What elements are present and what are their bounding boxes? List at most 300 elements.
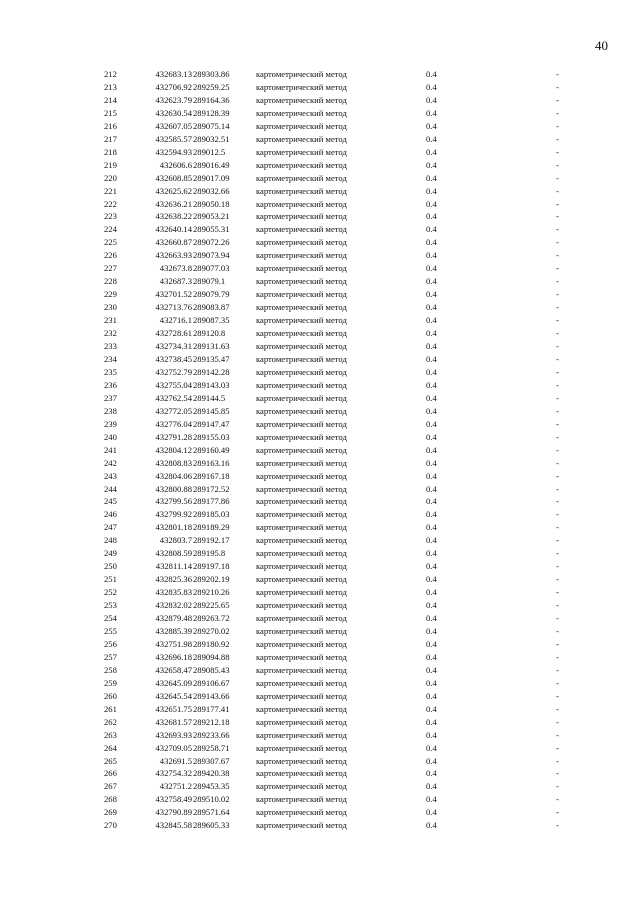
x-coordinate: 432645.09: [155, 677, 192, 688]
accuracy-value: 0.4: [426, 172, 437, 183]
accuracy-value: 0.4: [426, 716, 437, 727]
x-coordinate: 432683.13: [155, 69, 192, 79]
note-cell: -: [556, 237, 559, 248]
x-coordinate: 432804.06: [155, 470, 192, 481]
x-coordinate: 432608.85: [155, 172, 192, 183]
y-coordinate: 289270.02: [193, 625, 230, 636]
x-coordinate: 432776.04: [155, 418, 192, 429]
note-cell: -: [556, 418, 559, 429]
table-row: [90, 742, 596, 755]
note-cell: -: [556, 600, 559, 611]
note-cell: -: [556, 794, 559, 805]
accuracy-value: 0.4: [426, 794, 437, 805]
accuracy-value: 0.4: [426, 613, 437, 624]
x-coordinate: 432716.1: [159, 315, 192, 326]
note-cell: -: [556, 107, 559, 118]
accuracy-value: 0.4: [426, 820, 437, 831]
x-coordinate: 432808.59: [155, 548, 192, 559]
y-coordinate: 289143.03: [193, 379, 230, 390]
note-cell: -: [556, 341, 559, 352]
determination-method: картометрический метод: [256, 755, 347, 766]
determination-method: картометрический метод: [256, 807, 347, 818]
y-coordinate: 289155.03: [193, 431, 230, 442]
x-coordinate: 432754.32: [155, 768, 192, 779]
x-coordinate: 432709.05: [155, 742, 192, 753]
table-row: [90, 81, 596, 94]
x-coordinate: 432758.49: [155, 794, 192, 805]
determination-method: картометрический метод: [256, 159, 347, 170]
y-coordinate: 289016.49: [193, 159, 230, 170]
accuracy-value: 0.4: [426, 574, 437, 585]
point-number: 265: [104, 755, 117, 766]
table-row: [90, 767, 596, 780]
accuracy-value: 0.4: [426, 457, 437, 468]
accuracy-value: 0.4: [426, 522, 437, 533]
accuracy-value: 0.4: [426, 81, 437, 92]
determination-method: картометрический метод: [256, 457, 347, 468]
y-coordinate: 289073.94: [193, 250, 230, 261]
y-coordinate: 289192.17: [193, 535, 230, 546]
point-number: 228: [104, 276, 117, 287]
note-cell: -: [556, 353, 559, 364]
determination-method: картометрический метод: [256, 405, 347, 416]
determination-method: картометрический метод: [256, 483, 347, 494]
point-number: 213: [104, 81, 117, 92]
accuracy-value: 0.4: [426, 69, 437, 79]
table-row: [90, 573, 596, 586]
accuracy-value: 0.4: [426, 664, 437, 675]
table-row: [90, 107, 596, 120]
accuracy-value: 0.4: [426, 444, 437, 455]
accuracy-value: 0.4: [426, 690, 437, 701]
table-row: [90, 431, 596, 444]
y-coordinate: 289135.47: [193, 353, 230, 364]
determination-method: картометрический метод: [256, 69, 347, 79]
y-coordinate: 289143.66: [193, 690, 230, 701]
point-number: 256: [104, 638, 117, 649]
note-cell: -: [556, 651, 559, 662]
point-number: 241: [104, 444, 117, 455]
y-coordinate: 289210.26: [193, 587, 230, 598]
x-coordinate: 432728.61: [155, 328, 192, 339]
accuracy-value: 0.4: [426, 107, 437, 118]
x-coordinate: 432687.3: [159, 276, 192, 287]
x-coordinate: 432691.5: [159, 755, 192, 766]
coordinates-table: [90, 68, 596, 832]
table-row: [90, 755, 596, 768]
note-cell: -: [556, 379, 559, 390]
determination-method: картометрический метод: [256, 794, 347, 805]
note-cell: -: [556, 587, 559, 598]
y-coordinate: 289017.09: [193, 172, 230, 183]
determination-method: картометрический метод: [256, 690, 347, 701]
y-coordinate: 289012.5: [193, 146, 226, 157]
x-coordinate: 432762.54: [155, 392, 192, 403]
x-coordinate: 432808.83: [155, 457, 192, 468]
note-cell: -: [556, 470, 559, 481]
accuracy-value: 0.4: [426, 742, 437, 753]
table-row: [90, 340, 596, 353]
table-row: [90, 353, 596, 366]
determination-method: картометрический метод: [256, 496, 347, 507]
point-number: 249: [104, 548, 117, 559]
accuracy-value: 0.4: [426, 328, 437, 339]
point-number: 235: [104, 366, 117, 377]
x-coordinate: 432835.83: [155, 587, 192, 598]
accuracy-value: 0.4: [426, 768, 437, 779]
point-number: 223: [104, 211, 117, 222]
table-row: [90, 198, 596, 211]
x-coordinate: 432696.18: [155, 651, 192, 662]
y-coordinate: 289131.63: [193, 341, 230, 352]
point-number: 218: [104, 146, 117, 157]
point-number: 261: [104, 703, 117, 714]
table-row: [90, 560, 596, 573]
x-coordinate: 432660.87: [155, 237, 192, 248]
determination-method: картометрический метод: [256, 587, 347, 598]
y-coordinate: 289303.86: [193, 69, 230, 79]
note-cell: -: [556, 69, 559, 79]
y-coordinate: 289147.47: [193, 418, 230, 429]
point-number: 230: [104, 302, 117, 313]
accuracy-value: 0.4: [426, 133, 437, 144]
determination-method: картометрический метод: [256, 392, 347, 403]
table-row: [90, 716, 596, 729]
table-row: [90, 301, 596, 314]
point-number: 227: [104, 263, 117, 274]
note-cell: -: [556, 716, 559, 727]
note-cell: -: [556, 146, 559, 157]
determination-method: картометрический метод: [256, 341, 347, 352]
y-coordinate: 289144.5: [193, 392, 226, 403]
y-coordinate: 289233.66: [193, 729, 230, 740]
note-cell: -: [556, 729, 559, 740]
point-number: 251: [104, 574, 117, 585]
note-cell: -: [556, 405, 559, 416]
accuracy-value: 0.4: [426, 651, 437, 662]
accuracy-value: 0.4: [426, 418, 437, 429]
determination-method: картометрический метод: [256, 677, 347, 688]
table-row: [90, 599, 596, 612]
note-cell: -: [556, 522, 559, 533]
point-number: 239: [104, 418, 117, 429]
note-cell: -: [556, 638, 559, 649]
table-row: [90, 210, 596, 223]
point-number: 263: [104, 729, 117, 740]
accuracy-value: 0.4: [426, 263, 437, 274]
table-row: [90, 586, 596, 599]
point-number: 220: [104, 172, 117, 183]
y-coordinate: 289085.43: [193, 664, 230, 675]
note-cell: -: [556, 703, 559, 714]
determination-method: картометрический метод: [256, 211, 347, 222]
point-number: 243: [104, 470, 117, 481]
point-number: 253: [104, 600, 117, 611]
table-row: [90, 366, 596, 379]
accuracy-value: 0.4: [426, 509, 437, 520]
y-coordinate: 289142.28: [193, 366, 230, 377]
determination-method: картометрический метод: [256, 185, 347, 196]
y-coordinate: 289167.18: [193, 470, 230, 481]
determination-method: картометрический метод: [256, 561, 347, 572]
note-cell: -: [556, 561, 559, 572]
y-coordinate: 289197.18: [193, 561, 230, 572]
y-coordinate: 289053.21: [193, 211, 230, 222]
accuracy-value: 0.4: [426, 302, 437, 313]
table-row: [90, 495, 596, 508]
determination-method: картометрический метод: [256, 613, 347, 624]
table-row: [90, 806, 596, 819]
x-coordinate: 432801.18: [155, 522, 192, 533]
determination-method: картометрический метод: [256, 522, 347, 533]
note-cell: -: [556, 172, 559, 183]
determination-method: картометрический метод: [256, 418, 347, 429]
y-coordinate: 289202.19: [193, 574, 230, 585]
table-row: [90, 612, 596, 625]
point-number: 232: [104, 328, 117, 339]
x-coordinate: 432623.79: [155, 94, 192, 105]
determination-method: картометрический метод: [256, 548, 347, 559]
determination-method: картометрический метод: [256, 574, 347, 585]
y-coordinate: 289189.29: [193, 522, 230, 533]
determination-method: картометрический метод: [256, 729, 347, 740]
x-coordinate: 432630.54: [155, 107, 192, 118]
point-number: 250: [104, 561, 117, 572]
point-number: 226: [104, 250, 117, 261]
point-number: 237: [104, 392, 117, 403]
note-cell: -: [556, 509, 559, 520]
y-coordinate: 289077.03: [193, 263, 230, 274]
accuracy-value: 0.4: [426, 755, 437, 766]
y-coordinate: 289079.1: [193, 276, 226, 287]
determination-method: картометрический метод: [256, 289, 347, 300]
note-cell: -: [556, 755, 559, 766]
determination-method: картометрический метод: [256, 81, 347, 92]
x-coordinate: 432658.47: [155, 664, 192, 675]
accuracy-value: 0.4: [426, 625, 437, 636]
table-row: [90, 185, 596, 198]
y-coordinate: 289032.66: [193, 185, 230, 196]
point-number: 221: [104, 185, 117, 196]
note-cell: -: [556, 820, 559, 831]
point-number: 219: [104, 159, 117, 170]
point-number: 236: [104, 379, 117, 390]
accuracy-value: 0.4: [426, 677, 437, 688]
point-number: 258: [104, 664, 117, 675]
table-row: [90, 249, 596, 262]
x-coordinate: 432825.36: [155, 574, 192, 585]
point-number: 225: [104, 237, 117, 248]
x-coordinate: 432693.93: [155, 729, 192, 740]
accuracy-value: 0.4: [426, 289, 437, 300]
accuracy-value: 0.4: [426, 431, 437, 442]
note-cell: -: [556, 133, 559, 144]
table-row: [90, 405, 596, 418]
table-row: [90, 625, 596, 638]
table-row: [90, 94, 596, 107]
x-coordinate: 432673.8: [159, 263, 192, 274]
y-coordinate: 289180.92: [193, 638, 230, 649]
determination-method: картометрический метод: [256, 172, 347, 183]
x-coordinate: 432755.04: [155, 379, 192, 390]
x-coordinate: 432804.12: [155, 444, 192, 455]
point-number: 269: [104, 807, 117, 818]
x-coordinate: 432752.79: [155, 366, 192, 377]
point-number: 231: [104, 315, 117, 326]
x-coordinate: 432791.28: [155, 431, 192, 442]
determination-method: картометрический метод: [256, 120, 347, 131]
x-coordinate: 432663.93: [155, 250, 192, 261]
table-row: [90, 223, 596, 236]
note-cell: -: [556, 496, 559, 507]
table-row: [90, 780, 596, 793]
note-cell: -: [556, 548, 559, 559]
determination-method: картометрический метод: [256, 107, 347, 118]
determination-method: картометрический метод: [256, 703, 347, 714]
determination-method: картометрический метод: [256, 353, 347, 364]
coordinates-table-body: [90, 68, 596, 832]
accuracy-value: 0.4: [426, 366, 437, 377]
y-coordinate: 289145.85: [193, 405, 230, 416]
table-row: [90, 521, 596, 534]
accuracy-value: 0.4: [426, 561, 437, 572]
accuracy-value: 0.4: [426, 496, 437, 507]
point-number: 214: [104, 94, 117, 105]
note-cell: -: [556, 211, 559, 222]
note-cell: -: [556, 625, 559, 636]
y-coordinate: 289075.14: [193, 120, 230, 131]
table-row: [90, 638, 596, 651]
point-number: 262: [104, 716, 117, 727]
determination-method: картометрический метод: [256, 716, 347, 727]
x-coordinate: 432832.02: [155, 600, 192, 611]
x-coordinate: 432885.39: [155, 625, 192, 636]
accuracy-value: 0.4: [426, 638, 437, 649]
determination-method: картометрический метод: [256, 250, 347, 261]
x-coordinate: 432640.14: [155, 224, 192, 235]
accuracy-value: 0.4: [426, 470, 437, 481]
note-cell: -: [556, 483, 559, 494]
determination-method: картометрический метод: [256, 600, 347, 611]
point-number: 240: [104, 431, 117, 442]
note-cell: -: [556, 250, 559, 261]
point-number: 254: [104, 613, 117, 624]
determination-method: картометрический метод: [256, 742, 347, 753]
accuracy-value: 0.4: [426, 600, 437, 611]
determination-method: картометрический метод: [256, 535, 347, 546]
table-row: [90, 651, 596, 664]
note-cell: -: [556, 120, 559, 131]
point-number: 257: [104, 651, 117, 662]
note-cell: -: [556, 224, 559, 235]
note-cell: -: [556, 185, 559, 196]
y-coordinate: 289195.8: [193, 548, 226, 559]
table-row: [90, 172, 596, 185]
point-number: 234: [104, 353, 117, 364]
point-number: 224: [104, 224, 117, 235]
point-number: 252: [104, 587, 117, 598]
accuracy-value: 0.4: [426, 237, 437, 248]
y-coordinate: 289055.31: [193, 224, 230, 235]
note-cell: -: [556, 677, 559, 688]
table-row: [90, 703, 596, 716]
x-coordinate: 432638.22: [155, 211, 192, 222]
table-row: [90, 508, 596, 521]
y-coordinate: 289453.35: [193, 781, 230, 792]
x-coordinate: 432594.93: [155, 146, 192, 157]
y-coordinate: 289050.18: [193, 198, 230, 209]
x-coordinate: 432811.14: [155, 561, 192, 572]
x-coordinate: 432625.62: [155, 185, 192, 196]
note-cell: -: [556, 263, 559, 274]
note-cell: -: [556, 613, 559, 624]
determination-method: картометрический метод: [256, 431, 347, 442]
y-coordinate: 289259.25: [193, 81, 230, 92]
note-cell: -: [556, 535, 559, 546]
x-coordinate: 432706.92: [155, 81, 192, 92]
y-coordinate: 289106.67: [193, 677, 230, 688]
point-number: 255: [104, 625, 117, 636]
table-row: [90, 444, 596, 457]
note-cell: -: [556, 690, 559, 701]
x-coordinate: 432713.76: [155, 302, 192, 313]
table-row: [90, 327, 596, 340]
point-number: 267: [104, 781, 117, 792]
point-number: 247: [104, 522, 117, 533]
determination-method: картометрический метод: [256, 133, 347, 144]
note-cell: -: [556, 328, 559, 339]
accuracy-value: 0.4: [426, 807, 437, 818]
table-row: [90, 793, 596, 806]
x-coordinate: 432645.54: [155, 690, 192, 701]
accuracy-value: 0.4: [426, 379, 437, 390]
determination-method: картометрический метод: [256, 366, 347, 377]
y-coordinate: 289087.35: [193, 315, 230, 326]
y-coordinate: 289212.18: [193, 716, 230, 727]
point-number: 268: [104, 794, 117, 805]
note-cell: -: [556, 392, 559, 403]
determination-method: картометрический метод: [256, 781, 347, 792]
accuracy-value: 0.4: [426, 276, 437, 287]
y-coordinate: 289177.41: [193, 703, 230, 714]
accuracy-value: 0.4: [426, 315, 437, 326]
y-coordinate: 289128.39: [193, 107, 230, 118]
x-coordinate: 432636.21: [155, 198, 192, 209]
accuracy-value: 0.4: [426, 392, 437, 403]
point-number: 215: [104, 107, 117, 118]
determination-method: картометрический метод: [256, 651, 347, 662]
y-coordinate: 289094.88: [193, 651, 230, 662]
note-cell: -: [556, 742, 559, 753]
table-row: [90, 664, 596, 677]
y-coordinate: 289160.49: [193, 444, 230, 455]
table-row: [90, 68, 596, 81]
determination-method: картометрический метод: [256, 315, 347, 326]
x-coordinate: 432651.75: [155, 703, 192, 714]
x-coordinate: 432607.05: [155, 120, 192, 131]
y-coordinate: 289120.8: [193, 328, 226, 339]
point-number: 212: [104, 69, 117, 79]
point-number: 266: [104, 768, 117, 779]
x-coordinate: 432772.05: [155, 405, 192, 416]
x-coordinate: 432585.57: [155, 133, 192, 144]
y-coordinate: 289079.79: [193, 289, 230, 300]
accuracy-value: 0.4: [426, 185, 437, 196]
determination-method: картометрический метод: [256, 638, 347, 649]
accuracy-value: 0.4: [426, 224, 437, 235]
x-coordinate: 432751.98: [155, 638, 192, 649]
accuracy-value: 0.4: [426, 250, 437, 261]
